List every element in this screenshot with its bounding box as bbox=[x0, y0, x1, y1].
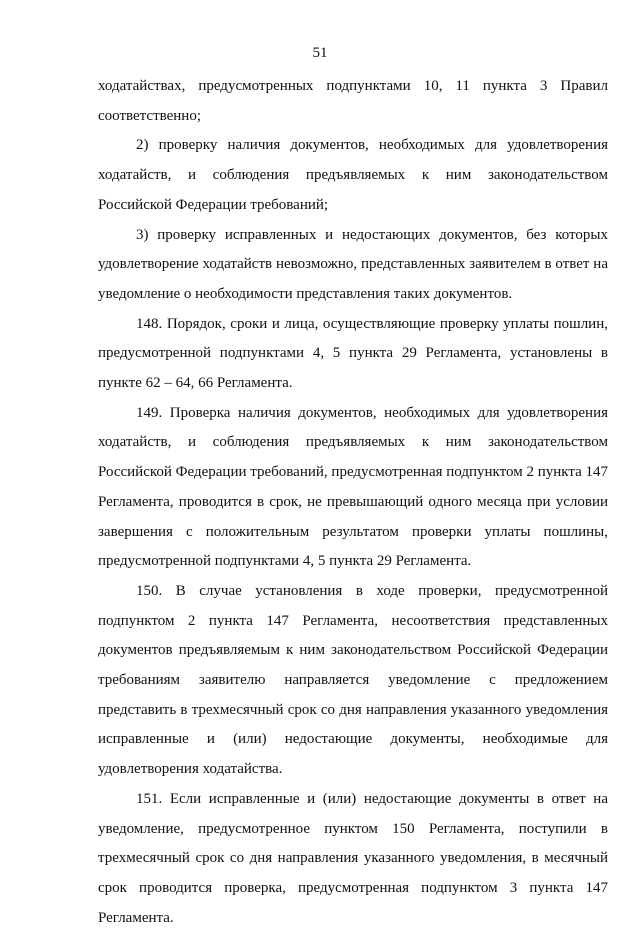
paragraph-continuation: ходатайствах, предусмотренных подпунктами 10, 11 пункта 3 Правил соответственно; bbox=[98, 78, 608, 124]
page-number: 51 bbox=[312, 45, 328, 61]
document-body bbox=[98, 72, 608, 933]
paragraph-item-3: 3) проверку исправленных и недостающих документов, без которых удовлетворение ходатайств невозможно, представленных заявителем в ответ на уведомление о необходимости представления таких документов. bbox=[98, 226, 608, 302]
paragraph-148: 148. Порядок, сроки и лица, осуществляющие проверку уплаты пошлин, предусмотренной подпунктами 4, 5 пункта 29 Регламента, установлены в пункте 62 – 64, 66 Регламента. bbox=[98, 315, 608, 392]
paragraph-item-2: 2) проверку наличия документов, необходимых для удовлетворения ходатайств, и соблюдения предъявляемых к ним законодательством Российской Федерации требований; bbox=[98, 137, 608, 213]
paragraph-149: 149. Проверка наличия документов, необходимых для удовлетворения ходатайств, и соблюдения предъявляемых к ним законодательством Российской Федерации требований, предусмотренная подпунктом 2 пункта 147 Регламента, проводится в срок, не превышающий одного месяца при условии завершения с положительным результатом проверки уплаты пошлины, предусмотренной подпунктами 4, 5 пункта 29 Регламента. bbox=[98, 404, 608, 570]
paragraph-150: 150. В случае установления в ходе проверки, предусмотренной подпунктом 2 пункта 147 Регламента, несоответствия представленных документов предъявляемым к ним законодательством Российской Федерации требованиям заявителю направляется уведомление с предложением представить в трехмесячный срок со дня направления указанного уведомления исправленные и (или) недостающие документы, необходимые для удовлетворения ходатайства. bbox=[98, 582, 608, 778]
paragraph-151: 151. Если исправленные и (или) недостающие документы в ответ на уведомление, предусмотренное пунктом 150 Регламента, поступили в трехмесячный срок со дня направления указанного уведомления, в месячный срок проводится проверка, предусмотренная подпунктом 3 пункта 147 Регламента. bbox=[98, 790, 608, 926]
